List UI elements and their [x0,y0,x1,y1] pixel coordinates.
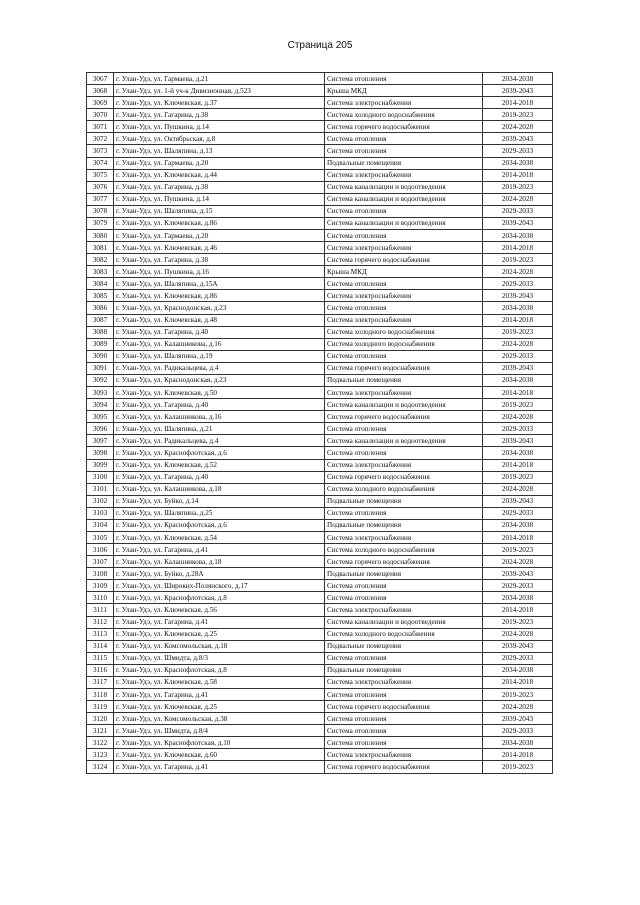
building-system-cell: Система холодного водоснабжения [325,326,483,338]
table-row [87,399,553,411]
building-system-cell: Система электроснабжения [325,290,483,302]
building-system-cell: Крыша МКД [325,85,483,97]
period-cell: 2019-2023 [483,326,553,338]
row-number-cell: 3104 [87,519,114,531]
row-number-cell: 3113 [87,628,114,640]
table-row [87,217,553,229]
period-cell: 2034-2038 [483,664,553,676]
address-cell: г. Улан-Удэ, ул. Гагарина, д.40 [114,471,325,483]
row-number-cell: 3089 [87,338,114,350]
table-row [87,133,553,145]
row-number-cell: 3105 [87,531,114,543]
address-cell: г. Улан-Удэ, ул. Шаляпина, д.19 [114,350,325,362]
row-number-cell: 3120 [87,713,114,725]
table-row [87,326,553,338]
address-cell: г. Улан-Удэ, ул. Октябрьская, д.8 [114,133,325,145]
period-cell: 2039-2043 [483,640,553,652]
row-number-cell: 3082 [87,254,114,266]
building-system-cell: Система отопления [325,507,483,519]
address-cell: г. Улан-Удэ, ул. Шмидта, д.8/3 [114,652,325,664]
building-system-cell: Система горячего водоснабжения [325,701,483,713]
address-cell: г. Улан-Удэ, ул. Ключевская, д.37 [114,97,325,109]
address-cell: г. Улан-Удэ, ул. Гагарина, д.41 [114,688,325,700]
row-number-cell: 3069 [87,97,114,109]
table-row [87,109,553,121]
period-cell: 2034-2038 [483,73,553,85]
address-cell: г. Улан-Удэ, ул. Гагарина, д.40 [114,326,325,338]
row-number-cell: 3111 [87,604,114,616]
building-system-cell: Подвальные помещения [325,519,483,531]
period-cell: 2019-2023 [483,688,553,700]
table-row [87,302,553,314]
building-system-cell: Система отопления [325,713,483,725]
table-row [87,145,553,157]
building-system-cell: Система горячего водоснабжения [325,556,483,568]
table-row [87,85,553,97]
building-system-cell: Система электроснабжения [325,242,483,254]
period-cell: 2014-2018 [483,387,553,399]
address-cell: г. Улан-Удэ, ул. Краснодонская, д.23 [114,374,325,386]
row-number-cell: 3093 [87,387,114,399]
building-system-cell: Система отопления [325,652,483,664]
row-number-cell: 3098 [87,447,114,459]
row-number-cell: 3080 [87,230,114,242]
address-cell: г. Улан-Удэ, ул. Ключевская, д.86 [114,290,325,302]
table-row [87,604,553,616]
building-system-cell: Подвальные помещения [325,495,483,507]
building-system-cell: Система холодного водоснабжения [325,628,483,640]
address-cell: г. Улан-Удэ, ул. Пушкина, д.14 [114,121,325,133]
building-system-cell: Система канализации и водоотведения [325,399,483,411]
building-system-cell: Система электроснабжения [325,676,483,688]
period-cell: 2039-2043 [483,85,553,97]
building-system-cell: Система холодного водоснабжения [325,338,483,350]
row-number-cell: 3070 [87,109,114,121]
building-system-cell: Система электроснабжения [325,749,483,761]
building-system-cell: Система горячего водоснабжения [325,411,483,423]
table-row [87,97,553,109]
period-cell: 2024-2028 [483,628,553,640]
address-cell: г. Улан-Удэ, ул. Комсомольская, д.38 [114,713,325,725]
address-cell: г. Улан-Удэ, ул. Калашникова, д.16 [114,338,325,350]
row-number-cell: 3101 [87,483,114,495]
period-cell: 2029-2033 [483,423,553,435]
address-cell: г. Улан-Удэ, ул. Пушкина, д.14 [114,193,325,205]
period-cell: 2019-2023 [483,544,553,556]
address-cell: г. Улан-Удэ, ул. Гармаева, д.20 [114,157,325,169]
repair-schedule-table [86,72,553,774]
period-cell: 2024-2028 [483,121,553,133]
building-system-cell: Система канализации и водоотведения [325,181,483,193]
address-cell: г. Улан-Удэ, ул. Гагарина, д.40 [114,399,325,411]
period-cell: 2039-2043 [483,435,553,447]
building-system-cell: Система электроснабжения [325,387,483,399]
building-system-cell: Система отопления [325,725,483,737]
table-row [87,592,553,604]
page-number-header: Страница 205 [287,40,353,51]
address-cell: г. Улан-Удэ, ул. Ключевская, д.56 [114,604,325,616]
period-cell: 2029-2033 [483,725,553,737]
building-system-cell: Система отопления [325,447,483,459]
address-cell: г. Улан-Удэ, ул. Шмидта, д.8/4 [114,725,325,737]
address-cell: г. Улан-Удэ, ул. Комсомольская, д.18 [114,640,325,652]
address-cell: г. Улан-Удэ, ул. Ключевская, д.52 [114,459,325,471]
address-cell: г. Улан-Удэ, ул. Гагарина, д.41 [114,544,325,556]
period-cell: 2029-2033 [483,278,553,290]
table-row [87,701,553,713]
period-cell: 2014-2018 [483,749,553,761]
row-number-cell: 3085 [87,290,114,302]
address-cell: г. Улан-Удэ, ул. Краснодонская, д.23 [114,302,325,314]
address-cell: г. Улан-Удэ, ул. Ключевская, д.48 [114,314,325,326]
period-cell: 2034-2038 [483,374,553,386]
table-row [87,169,553,181]
row-number-cell: 3076 [87,181,114,193]
row-number-cell: 3083 [87,266,114,278]
table-row [87,459,553,471]
period-cell: 2014-2018 [483,242,553,254]
period-cell: 2029-2033 [483,580,553,592]
table-row [87,121,553,133]
table-row [87,278,553,290]
table-row [87,640,553,652]
period-cell: 2034-2038 [483,592,553,604]
period-cell: 2014-2018 [483,531,553,543]
table-row [87,519,553,531]
table-row [87,495,553,507]
building-system-cell: Система горячего водоснабжения [325,121,483,133]
building-system-cell: Система холодного водоснабжения [325,109,483,121]
address-cell: г. Улан-Удэ, ул. Гагарина, д.41 [114,616,325,628]
address-cell: г. Улан-Удэ, ул. Калашникова, д.18 [114,556,325,568]
row-number-cell: 3095 [87,411,114,423]
period-cell: 2034-2038 [483,737,553,749]
period-cell: 2029-2033 [483,350,553,362]
row-number-cell: 3121 [87,725,114,737]
address-cell: г. Улан-Удэ, ул. Шаляпина, д.13 [114,145,325,157]
address-cell: г. Улан-Удэ, ул. Буйко, д.28А [114,568,325,580]
row-number-cell: 3094 [87,399,114,411]
row-number-cell: 3073 [87,145,114,157]
address-cell: г. Улан-Удэ, ул. Калашникова, д.18 [114,483,325,495]
table-row [87,652,553,664]
building-system-cell: Система отопления [325,133,483,145]
table-row [87,507,553,519]
table-row [87,447,553,459]
period-cell: 2029-2033 [483,145,553,157]
row-number-cell: 3086 [87,302,114,314]
table-row [87,362,553,374]
table-row [87,664,553,676]
table-row [87,713,553,725]
address-cell: г. Улан-Удэ, ул. Ключевская, д.60 [114,749,325,761]
table-row [87,374,553,386]
row-number-cell: 3077 [87,193,114,205]
building-system-cell: Подвальные помещения [325,157,483,169]
building-system-cell: Система отопления [325,423,483,435]
table-row [87,387,553,399]
row-number-cell: 3122 [87,737,114,749]
row-number-cell: 3100 [87,471,114,483]
address-cell: г. Улан-Удэ, ул. Гагарина, д.38 [114,109,325,121]
address-cell: г. Улан-Удэ, ул. Ключевская, д.46 [114,242,325,254]
table-row [87,254,553,266]
building-system-cell: Система отопления [325,278,483,290]
period-cell: 2014-2018 [483,97,553,109]
row-number-cell: 3106 [87,544,114,556]
table-row [87,471,553,483]
building-system-cell: Система горячего водоснабжения [325,362,483,374]
building-system-cell: Система электроснабжения [325,97,483,109]
period-cell: 2034-2038 [483,302,553,314]
building-system-cell: Система канализации и водоотведения [325,193,483,205]
period-cell: 2014-2018 [483,314,553,326]
table-row [87,423,553,435]
period-cell: 2029-2033 [483,652,553,664]
address-cell: г. Улан-Удэ, ул. Ключевская, д.44 [114,169,325,181]
row-number-cell: 3112 [87,616,114,628]
row-number-cell: 3110 [87,592,114,604]
row-number-cell: 3078 [87,205,114,217]
building-system-cell: Система электроснабжения [325,314,483,326]
building-system-cell: Система отопления [325,580,483,592]
address-cell: г. Улан-Удэ, ул. Ключевская, д.25 [114,701,325,713]
building-system-cell: Подвальные помещения [325,568,483,580]
table-row [87,338,553,350]
address-cell: г. Улан-Удэ, ул. Гагарина, д.38 [114,254,325,266]
period-cell: 2019-2023 [483,181,553,193]
table-row [87,350,553,362]
table-row [87,314,553,326]
building-system-cell: Система канализации и водоотведения [325,435,483,447]
row-number-cell: 3072 [87,133,114,145]
table-row [87,230,553,242]
table-row [87,290,553,302]
row-number-cell: 3099 [87,459,114,471]
period-cell: 2019-2023 [483,471,553,483]
row-number-cell: 3092 [87,374,114,386]
period-cell: 2039-2043 [483,133,553,145]
table-row [87,531,553,543]
table-row [87,205,553,217]
period-cell: 2039-2043 [483,713,553,725]
period-cell: 2024-2028 [483,193,553,205]
table-row [87,157,553,169]
building-system-cell: Система отопления [325,145,483,157]
period-cell: 2024-2028 [483,338,553,350]
table-row [87,266,553,278]
period-cell: 2024-2028 [483,701,553,713]
period-cell: 2014-2018 [483,169,553,181]
building-system-cell: Крыша МКД [325,266,483,278]
building-system-cell: Система отопления [325,737,483,749]
building-system-cell: Система отопления [325,73,483,85]
table-row [87,580,553,592]
row-number-cell: 3071 [87,121,114,133]
row-number-cell: 3088 [87,326,114,338]
row-number-cell: 3108 [87,568,114,580]
building-system-cell: Система электроснабжения [325,531,483,543]
row-number-cell: 3119 [87,701,114,713]
period-cell: 2034-2038 [483,230,553,242]
address-cell: г. Улан-Удэ, ул. Калашникова, д.16 [114,411,325,423]
address-cell: г. Улан-Удэ, ул. Краснофлотская, д.6 [114,447,325,459]
period-cell: 2024-2028 [483,483,553,495]
table-row [87,435,553,447]
address-cell: г. Улан-Удэ, ул. Радикальцева, д.4 [114,362,325,374]
row-number-cell: 3081 [87,242,114,254]
period-cell: 2024-2028 [483,556,553,568]
table-row [87,73,553,85]
period-cell: 2024-2028 [483,411,553,423]
period-cell: 2019-2023 [483,616,553,628]
address-cell: г. Улан-Удэ, ул. Радикальцева, д.4 [114,435,325,447]
table-row [87,483,553,495]
building-system-cell: Система канализации и водоотведения [325,217,483,229]
row-number-cell: 3075 [87,169,114,181]
row-number-cell: 3118 [87,688,114,700]
period-cell: 2019-2023 [483,109,553,121]
building-system-cell: Система отопления [325,230,483,242]
building-system-cell: Система отопления [325,592,483,604]
address-cell: г. Улан-Удэ, ул. Ключевская, д.54 [114,531,325,543]
table-row [87,193,553,205]
address-cell: г. Улан-Удэ, ул. Краснофлотская, д.8 [114,592,325,604]
building-system-cell: Система горячего водоснабжения [325,254,483,266]
period-cell: 2039-2043 [483,290,553,302]
row-number-cell: 3091 [87,362,114,374]
building-system-cell: Система горячего водоснабжения [325,471,483,483]
address-cell: г. Улан-Удэ, ул. Ключевская, д.58 [114,676,325,688]
period-cell: 2039-2043 [483,568,553,580]
row-number-cell: 3068 [87,85,114,97]
building-system-cell: Система отопления [325,205,483,217]
row-number-cell: 3103 [87,507,114,519]
period-cell: 2024-2028 [483,266,553,278]
row-number-cell: 3107 [87,556,114,568]
building-system-cell: Система холодного водоснабжения [325,483,483,495]
table-row [87,556,553,568]
address-cell: г. Улан-Удэ, ул. Пушкина, д.16 [114,266,325,278]
address-cell: г. Улан-Удэ, ул. Гагарина, д.38 [114,181,325,193]
row-number-cell: 3123 [87,749,114,761]
period-cell: 2019-2023 [483,761,553,773]
address-cell: г. Улан-Удэ, ул. Шаляпина, д.25 [114,507,325,519]
address-cell: г. Улан-Удэ, ул. Ключевская, д.25 [114,628,325,640]
period-cell: 2039-2043 [483,362,553,374]
row-number-cell: 3079 [87,217,114,229]
row-number-cell: 3115 [87,652,114,664]
address-cell: г. Улан-Удэ, ул. Краснофлотская, д.8 [114,664,325,676]
building-system-cell: Подвальные помещения [325,374,483,386]
address-cell: г. Улан-Удэ, ул. Шаляпина, д.15 [114,205,325,217]
row-number-cell: 3087 [87,314,114,326]
period-cell: 2039-2043 [483,495,553,507]
period-cell: 2029-2033 [483,507,553,519]
address-cell: г. Улан-Удэ, ул. Ключевская, д.50 [114,387,325,399]
building-system-cell: Система электроснабжения [325,169,483,181]
building-system-cell: Подвальные помещения [325,640,483,652]
table-row [87,568,553,580]
table-row [87,181,553,193]
row-number-cell: 3067 [87,73,114,85]
period-cell: 2039-2043 [483,217,553,229]
building-system-cell: Система канализации и водоотведения [325,616,483,628]
address-cell: г. Улан-Удэ, ул. Широких-Полянского, д.17 [114,580,325,592]
table-row [87,628,553,640]
building-system-cell: Система отопления [325,688,483,700]
table-row [87,749,553,761]
period-cell: 2014-2018 [483,604,553,616]
building-system-cell: Система горячего водоснабжения [325,761,483,773]
address-cell: г. Улан-Удэ, ул. Гармаева, д.20 [114,230,325,242]
table-row [87,725,553,737]
row-number-cell: 3124 [87,761,114,773]
table-row [87,737,553,749]
address-cell: г. Улан-Удэ, ул. Буйко, д.14 [114,495,325,507]
table-row [87,688,553,700]
address-cell: г. Улан-Удэ, ул. Гагарина, д.41 [114,761,325,773]
address-cell: г. Улан-Удэ, ул. Шаляпина, д.21 [114,423,325,435]
period-cell: 2019-2023 [483,254,553,266]
row-number-cell: 3090 [87,350,114,362]
building-system-cell: Система отопления [325,350,483,362]
address-cell: г. Улан-Удэ, ул. Гармаева, д.21 [114,73,325,85]
row-number-cell: 3117 [87,676,114,688]
period-cell: 2034-2038 [483,157,553,169]
row-number-cell: 3096 [87,423,114,435]
row-number-cell: 3084 [87,278,114,290]
period-cell: 2034-2038 [483,447,553,459]
building-system-cell: Подвальные помещения [325,664,483,676]
period-cell: 2034-2038 [483,519,553,531]
table-row [87,676,553,688]
table-row [87,544,553,556]
period-cell: 2014-2018 [483,676,553,688]
address-cell: г. Улан-Удэ, ул. Ключевская, д.86 [114,217,325,229]
row-number-cell: 3074 [87,157,114,169]
period-cell: 2029-2033 [483,205,553,217]
building-system-cell: Система холодного водоснабжения [325,544,483,556]
building-system-cell: Система электроснабжения [325,459,483,471]
table-row [87,761,553,773]
address-cell: г. Улан-Удэ, ул. Краснофлотская, д.10 [114,737,325,749]
building-system-cell: Система отопления [325,302,483,314]
period-cell: 2019-2023 [483,399,553,411]
address-cell: г. Улан-Удэ, ул. 1-й уч-к Дивизионная, д.523 [114,85,325,97]
table-row [87,616,553,628]
table-row [87,411,553,423]
row-number-cell: 3116 [87,664,114,676]
row-number-cell: 3114 [87,640,114,652]
row-number-cell: 3097 [87,435,114,447]
row-number-cell: 3109 [87,580,114,592]
table-row [87,242,553,254]
building-system-cell: Система электроснабжения [325,604,483,616]
row-number-cell: 3102 [87,495,114,507]
period-cell: 2014-2018 [483,459,553,471]
address-cell: г. Улан-Удэ, ул. Краснофлотская, д.6 [114,519,325,531]
address-cell: г. Улан-Удэ, ул. Шаляпина, д.15А [114,278,325,290]
